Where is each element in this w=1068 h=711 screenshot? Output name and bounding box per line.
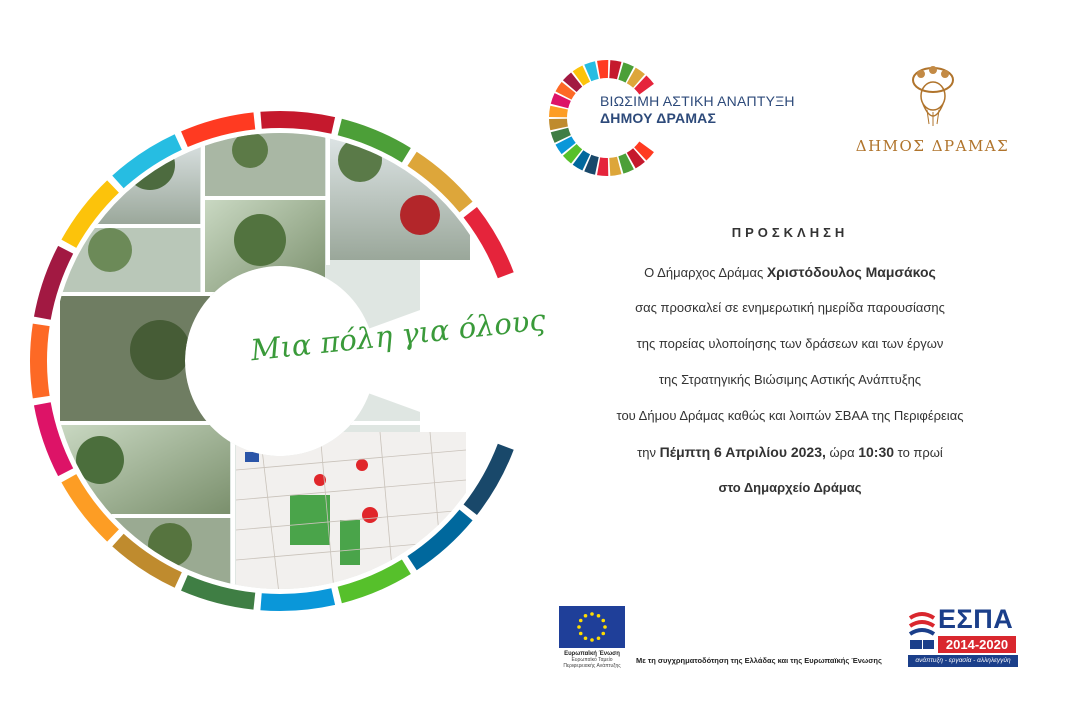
invitation-line-6: [560, 434, 1020, 470]
ring-segment: [260, 588, 335, 611]
eu-star: [603, 625, 607, 629]
dionysus-head-icon: [903, 60, 963, 128]
eu-caption-3: Περιφερειακής Ανάπτυξης: [563, 663, 621, 669]
invitation-line-2: σας προσκαλεί σε ενημερωτική ημερίδα παρουσίασης: [635, 300, 945, 315]
eu-star: [601, 632, 605, 636]
slogan: Μια πόλη για όλους: [249, 302, 548, 368]
eu-logo: [556, 606, 628, 669]
invitation-line-4: της Στρατηγικής Βιώσιμης Αστικής Ανάπτυξης: [658, 372, 922, 387]
espa-logo: [908, 604, 1018, 670]
eu-star: [597, 614, 601, 618]
time-suffix: το πρωί: [894, 445, 943, 460]
eu-caption-2: Ευρωπαϊκό Ταμείο: [571, 657, 613, 663]
event-time: 10:30: [858, 444, 895, 460]
eu-star: [584, 614, 588, 618]
eu-star: [590, 612, 594, 616]
logo-line-2: ΔΗΜΟΥ ΔΡΑΜΑΣ: [600, 110, 717, 126]
invitation-line-3: της πορείας υλοποίησης των δράσεων και των έργων: [636, 336, 944, 351]
time-prefix: ώρα: [825, 445, 859, 460]
espa-title: ΕΣΠΑ: [938, 604, 1014, 634]
logo-ring-segment: [549, 119, 568, 131]
eu-star: [584, 636, 588, 640]
sustainable-development-logo-text: [600, 93, 795, 127]
ring-segment: [464, 207, 514, 278]
date-prefix: την: [637, 445, 660, 460]
municipality-logo: [850, 60, 1015, 155]
logo-ring-segment: [597, 157, 608, 176]
invitation-block: [560, 225, 1020, 506]
eu-star: [601, 619, 605, 623]
invitation-title: ΠΡΟΣΚΛΗΣΗ: [731, 225, 849, 240]
eu-star: [577, 625, 581, 629]
ring-segment: [464, 444, 514, 515]
event-venue: στο Δημαρχείο Δράμας: [718, 480, 862, 495]
logo-ring-segment: [597, 60, 608, 79]
mayor-name: Χριστόδουλος Μαμσάκος: [766, 264, 936, 280]
espa-flag-icon: [908, 610, 936, 650]
municipality-name: ΔΗΜΟΣ ΔΡΑΜΑΣ: [855, 137, 1010, 155]
cofunding-note: Με τη συγχρηματοδότηση της Ελλάδας και της Ευρωπαϊκής Ένωσης: [636, 656, 882, 665]
eu-flag-icon: [559, 606, 625, 648]
eu-star: [579, 619, 583, 623]
eu-star: [597, 636, 601, 640]
event-date: Πέμπτη 6 Απριλίου 2023,: [659, 444, 826, 460]
espa-slogan: ανάπτυξη - εργασία - αλληλεγγύη: [908, 655, 1018, 667]
espa-years: 2014-2020: [938, 636, 1016, 653]
mayor-prefix: Ο Δήμαρχος Δράμας: [644, 265, 767, 280]
eu-star: [579, 632, 583, 636]
ring-segment: [30, 324, 50, 399]
invitation-line-5: του Δήμου Δράμας καθώς και λοιπών ΣΒΑΑ της Περιφέρειας: [616, 408, 964, 423]
invitation-line-1: [560, 254, 1020, 290]
logo-ring-segment: [549, 106, 568, 118]
eu-star: [590, 638, 594, 642]
ring-segment: [260, 111, 335, 134]
eu-caption-1: Ευρωπαϊκή Ένωση: [564, 651, 620, 657]
logo-line-1: ΒΙΩΣΙΜΗ ΑΣΤΙΚΗ ΑΝΑΠΤΥΞΗ: [600, 93, 795, 109]
